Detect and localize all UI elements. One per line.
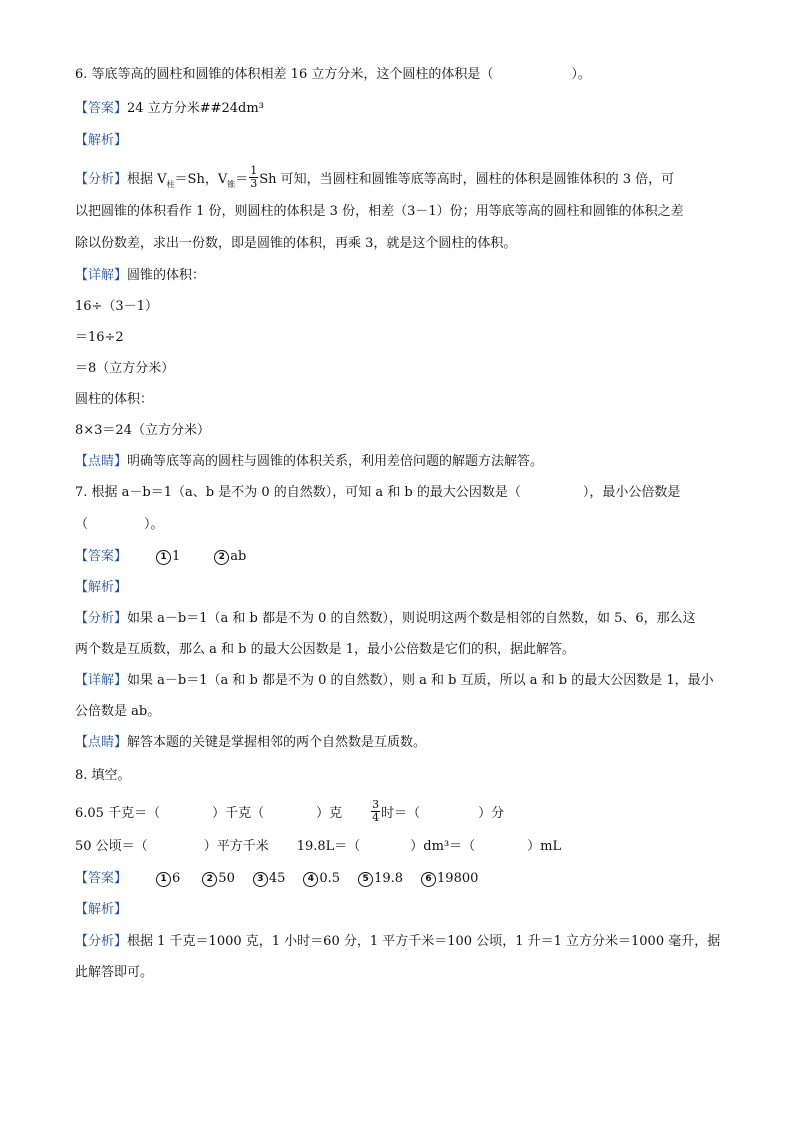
- q7-jiexi: [75, 579, 127, 597]
- q6-question: 6. 等底等高的圆柱和圆锥的体积相差 16 立方分米，这个圆柱的体积是（ ）。: [75, 67, 591, 82]
- calc-step-1: 16÷（3－1）: [75, 299, 158, 314]
- numbered-circle: 6: [421, 872, 436, 887]
- jiexi-tag: 【解析】: [75, 902, 128, 917]
- q6-fenxi-line-3: 除以份数差，求出一份数，即是圆锥的体积，再乘 3，就是这个圆柱的体积。: [75, 236, 517, 251]
- jiexi-tag: 【解析】: [75, 580, 128, 595]
- q6-detail: 【详解】圆锥的体积：: [75, 268, 206, 283]
- answer-tag: 【答案】: [75, 101, 128, 116]
- answer-tag: 【答案】: [75, 871, 128, 886]
- q6-jiexi: [75, 132, 127, 150]
- numbered-circle: 2: [214, 550, 229, 565]
- q7-question-line-1: 7. 根据 a－b＝1（a、b 是不为 0 的自然数），可知 a 和 b 的最大公因数是（ ），最小公倍数是: [75, 485, 681, 500]
- q8-row-2: 50 公顷＝（ ）平方千米 19.8L＝（ ）dm³＝（ ）mL: [75, 839, 562, 854]
- q7-detail-line-2: 公倍数是 ab。: [75, 704, 161, 719]
- q8-row-1: 6.05 千克＝（ ）千克（ ）克 $\frac{3}{4}$ 时＝（ ）分: [75, 798, 505, 824]
- q7-fenxi-line-2: 两个数是互质数，那么 a 和 b 的最大公因数是 1，最小公倍数是它们的积，据此解答。: [75, 642, 576, 657]
- q7-dianjing: 【点睛】解答本题的关键是掌握相邻的两个自然数是互质数。: [75, 735, 427, 750]
- q7-fenxi-line-1: 【分析】如果 a－b＝1（a 和 b 都是不为 0 的自然数），则说明这两个数是相邻的自然数，如 5、6，那么这: [75, 611, 696, 626]
- q7-question-line-2: （ ）。: [75, 517, 164, 532]
- detail-tag: 【详解】: [75, 268, 128, 283]
- numbered-circle: 5: [358, 872, 373, 887]
- fenxi-tag: 【分析】: [75, 172, 128, 187]
- q6-answer: [75, 100, 264, 118]
- q7-detail-line-1: 【详解】如果 a－b＝1（a 和 b 都是不为 0 的自然数），则 a 和 b 互质，所以 a 和 b 的最大公因数是 1，最小: [75, 673, 714, 688]
- q7-answer: 【答案】 1 1 2 ab: [75, 549, 247, 564]
- answer-text: 24 立方分米##24dm³: [127, 101, 264, 116]
- dianjing-tag: 【点睛】: [75, 735, 128, 750]
- q6-fenxi-line-2: 以把圆锥的体积看作 1 份，则圆柱的体积是 3 份，相差（3－1）份；用等底等高的圆柱和圆锥的体积之差: [75, 204, 684, 219]
- q8-fenxi-line-1: 【分析】根据 1 千克＝1000 克，1 小时＝60 分，1 平方千米＝100 公顷，1 升＝1 立方分米＝1000 毫升，据: [75, 934, 721, 949]
- calc-step-4: 8×3＝24（立方分米）: [75, 423, 210, 438]
- detail-tag: 【详解】: [75, 673, 128, 688]
- numbered-circle: 2: [202, 872, 217, 887]
- calc-step-2: ＝16÷2: [75, 330, 124, 345]
- fenxi-tag: 【分析】: [75, 934, 128, 949]
- numbered-circle: 4: [303, 872, 318, 887]
- q8-fenxi-line-2: 此解答即可。: [75, 965, 154, 980]
- dianjing-tag: 【点睛】: [75, 454, 128, 469]
- q6-detail-2: 圆柱的体积：: [75, 392, 154, 407]
- numbered-circle: 3: [253, 872, 268, 887]
- fenxi-tag: 【分析】: [75, 611, 128, 626]
- answer-tag: 【答案】: [75, 549, 128, 564]
- fraction-three-quarters: $\frac{3}{4}$: [372, 798, 380, 824]
- numbered-circle: 1: [156, 872, 171, 887]
- q6-fenxi-line-1: 【分析】根据 $V_柱=Sh$，$V_锥=$ $\frac{1}{3}$ Sh 可知，当圆柱和圆锥等底等高时，圆柱的体积是圆锥体积的 3 倍，可: [75, 164, 675, 190]
- q8-question: 8. 填空。: [75, 768, 131, 783]
- numbered-circle: 1: [156, 550, 171, 565]
- calc-step-3: ＝8（立方分米）: [75, 361, 175, 376]
- q8-answer: 【答案】 1 6 2 50 3 45 4 0.5 5 19.8 6 19800: [75, 871, 479, 886]
- fraction-one-third: $\frac{1}{3}$: [250, 164, 258, 190]
- q8-jiexi: [75, 901, 127, 919]
- jiexi-tag: 【解析】: [75, 133, 128, 148]
- q6-dianjing: 【点睛】明确等底等高的圆柱与圆锥的体积关系，利用差倍问题的解题方法解答。: [75, 454, 544, 469]
